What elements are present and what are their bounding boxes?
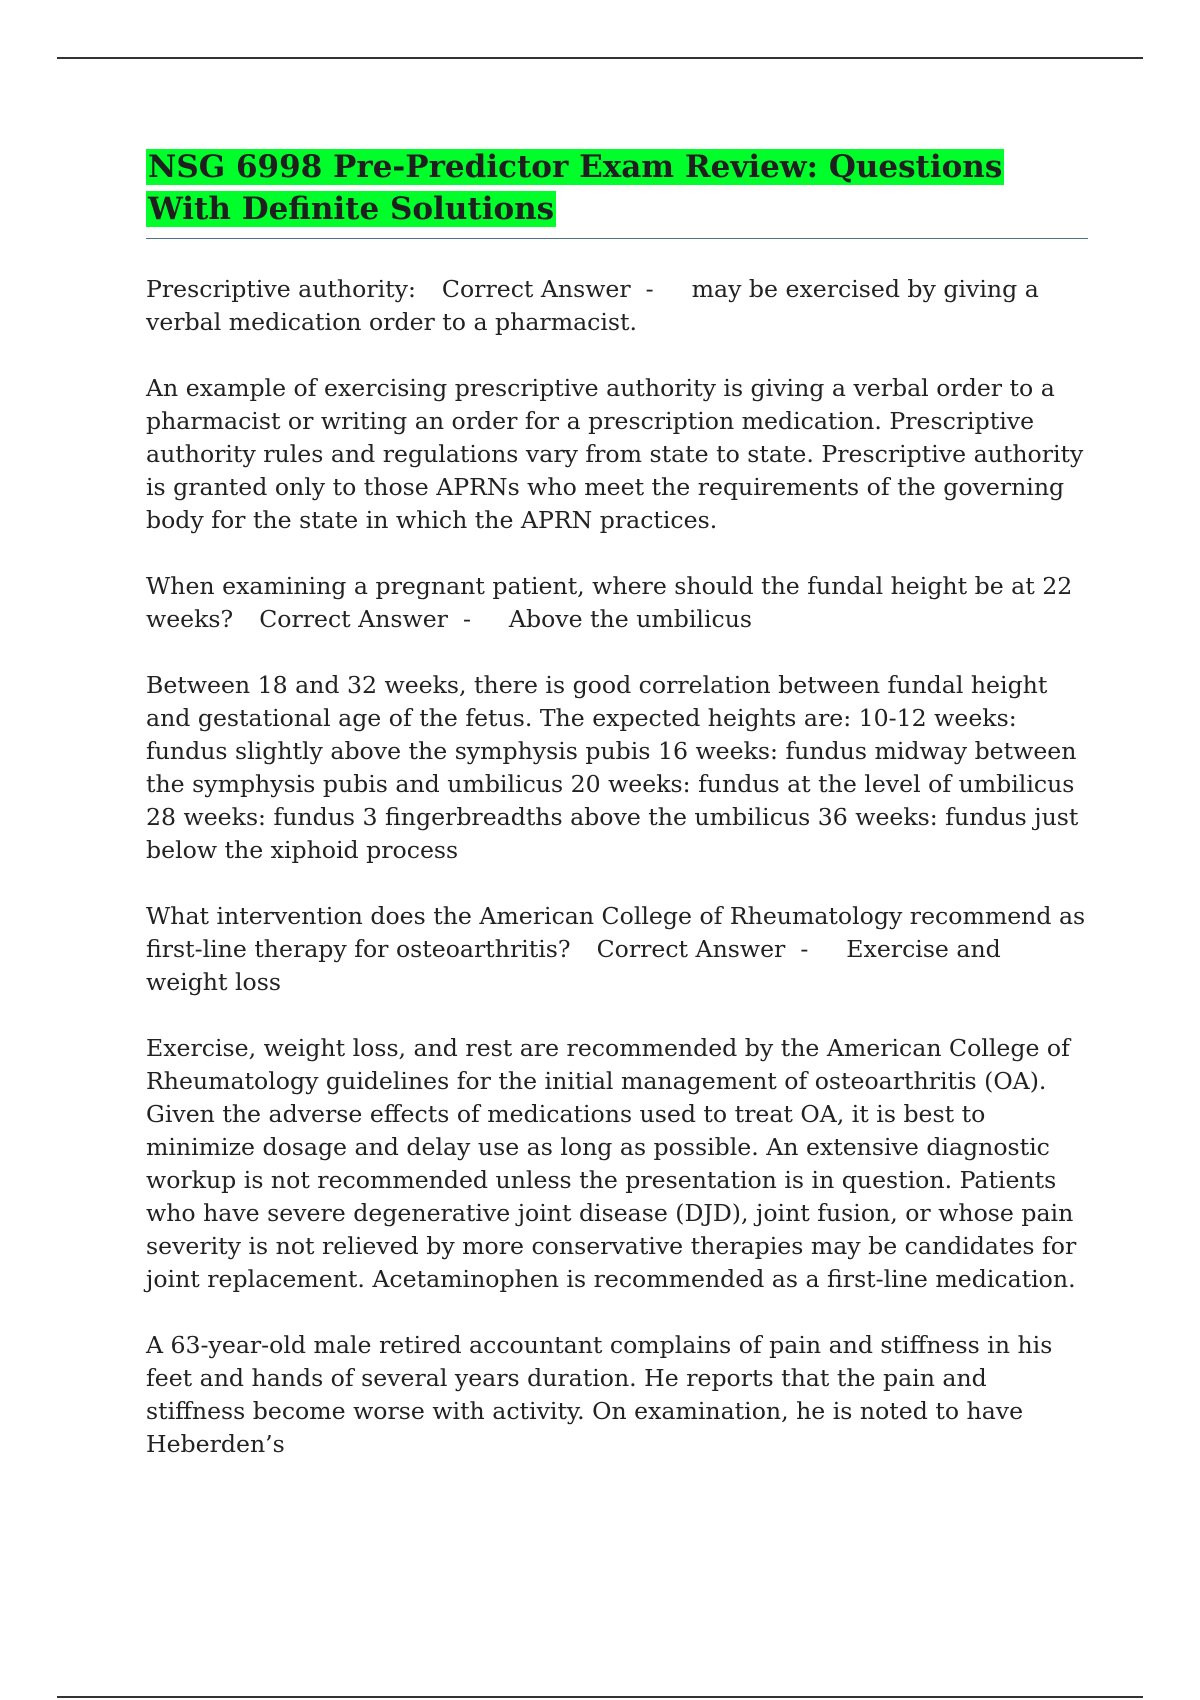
page-bottom-rule bbox=[57, 1696, 1143, 1698]
answer-label: Correct Answer bbox=[259, 605, 448, 633]
document-title bbox=[146, 146, 1088, 230]
trailing-question: A 63-year-old male retired accountant complains of pain and stiffness in his feet and hands of several years duration. He reports that the pain and stiffness become worse with activity. On examination, he is noted to have Heberden’s bbox=[146, 1331, 1053, 1458]
answer-label: Correct Answer bbox=[441, 275, 631, 303]
answer-text: may be exercised by giving a verbal medication order to a pharmacist. bbox=[146, 275, 1039, 336]
rationale-2: Between 18 and 32 weeks, there is good correlation between fundal height and gestational age of the fetus. The expected heights are: 10-12 weeks: fundus slightly above the symphysis pubis 16 weeks: fundus midway between the symphysis pubis and umbilicus 20 weeks: fundus at the level of umbilicus 28 weeks: fundus 3 fingerbreadths above the umbilicus 36 weeks: fundus just below the xiphoid process bbox=[146, 671, 1079, 864]
answer-separator: - bbox=[462, 605, 471, 633]
document-body bbox=[146, 146, 1088, 1461]
answer-label: Correct Answer bbox=[596, 935, 786, 963]
page-top-rule bbox=[57, 57, 1143, 59]
qa-item-2 bbox=[146, 570, 1088, 636]
title-underline bbox=[146, 238, 1088, 239]
question-text: Prescriptive authority: bbox=[146, 275, 416, 303]
answer-text: Exercise and weight loss bbox=[146, 935, 1001, 996]
title-highlight: NSG 6998 Pre-Predictor Exam Review: Questions With Definite Solutions bbox=[148, 149, 1003, 227]
answer-separator: - bbox=[800, 935, 809, 963]
rationale-3: Exercise, weight loss, and rest are recommended by the American College of Rheumatology guidelines for the initial management of osteoarthritis (OA). Given the adverse effects of medications used to treat OA, it is best to minimize dosage and delay use as long as possible. An extensive diagnostic workup is not recommended unless the presentation is in question. Patients who have severe degenerative joint disease (DJD), joint fusion, or whose pain severity is not relieved by more conservative therapies may be candidates for joint replacement. Acetaminophen is recommended as a first-line medication. bbox=[146, 1034, 1077, 1293]
answer-text: Above the umbilicus bbox=[508, 605, 753, 633]
rationale-1: An example of exercising prescriptive authority is giving a verbal order to a pharmacist or writing an order for a prescription medication. Prescriptive authority rules and regulations vary from state to state. Prescriptive authority is granted only to those APRNs who meet the requirements of the governing body for the state in which the APRN practices. bbox=[146, 374, 1084, 534]
question-text: What intervention does the American College of Rheumatology recommend as first-line therapy for osteoarthritis? bbox=[146, 902, 1086, 963]
qa-item-1 bbox=[146, 273, 1088, 339]
qa-item-3 bbox=[146, 900, 1088, 999]
question-text: When examining a pregnant patient, where should the fundal height be at 22 weeks? bbox=[146, 572, 1073, 633]
answer-separator: - bbox=[645, 275, 654, 303]
